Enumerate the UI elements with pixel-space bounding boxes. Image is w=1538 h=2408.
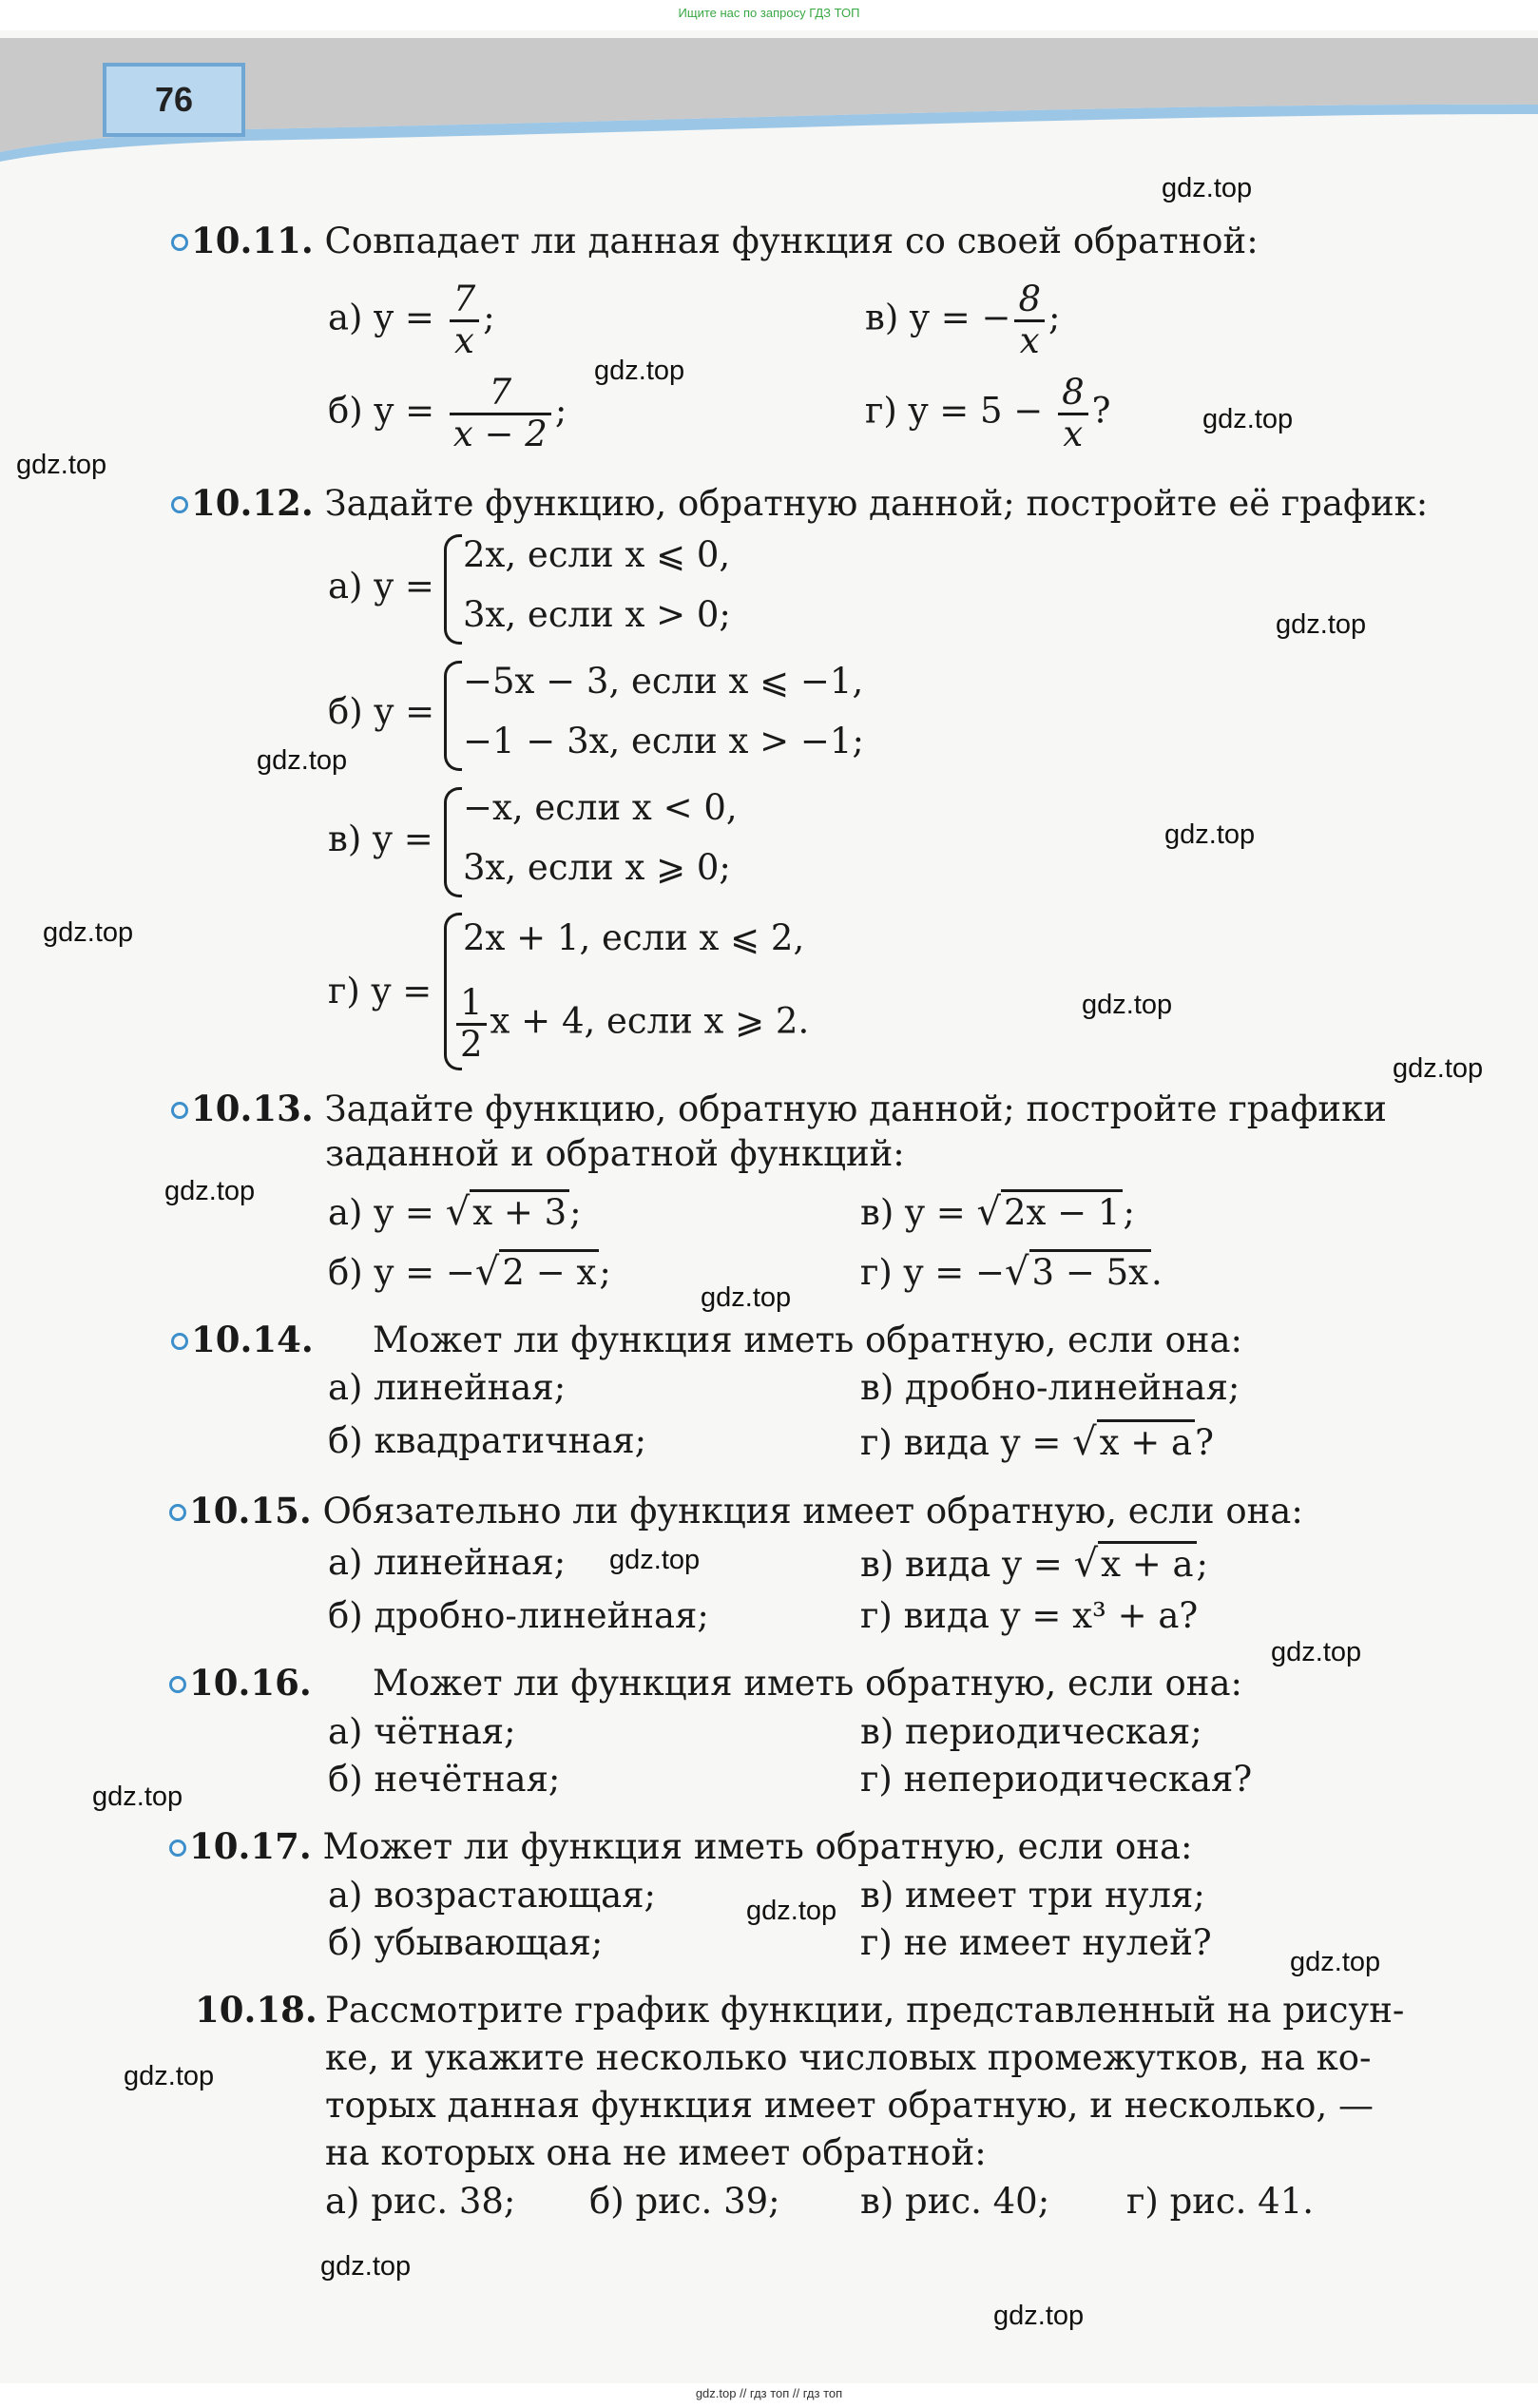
exercise-10-14-header: 10.14.	[171, 1322, 314, 1358]
page-number-badge	[103, 63, 245, 137]
exercise-10-14-d: г) вида y = √x + a?	[860, 1420, 1214, 1464]
exercise-10-16-header: 10.16.	[169, 1666, 312, 1701]
watermark: gdz.top	[594, 356, 685, 386]
exercise-10-12-a-label: а) y =	[328, 566, 434, 607]
exercise-10-15-header: 10.15. Обязательно ли функция имеет обратную, если она:	[169, 1493, 1303, 1529]
difficulty-circle-icon	[169, 1504, 186, 1521]
exercise-10-18-line-2: ке, и укажите несколько числовых промежутков, на ко-	[325, 2037, 1372, 2078]
exercise-10-12-a2: 3x, если x > 0;	[463, 594, 731, 635]
exercise-10-14-a: а) линейная;	[328, 1367, 567, 1408]
difficulty-circle-icon	[169, 1676, 186, 1693]
exercise-10-12-b-label: б) y =	[328, 691, 435, 732]
exercise-10-12-d1: 2x + 1, если x ⩽ 2,	[463, 917, 805, 958]
exercise-10-12-c-label: в) y =	[328, 819, 433, 859]
difficulty-circle-icon	[169, 1840, 186, 1857]
exercise-10-17-c: в) имеет три нуля;	[860, 1875, 1205, 1916]
watermark: gdz.top	[609, 1545, 701, 1575]
exercise-10-18-a: а) рис. 38;	[325, 2181, 516, 2222]
exercise-10-12-a1: 2x, если x ⩽ 0,	[463, 534, 731, 575]
exercise-10-18-line-4: на которых она не имеет обратной:	[325, 2132, 987, 2173]
watermark: gdz.top	[1164, 819, 1256, 850]
exercise-10-16-b: б) нечётная;	[328, 1759, 561, 1800]
exercise-10-18-line-1: Рассмотрите график функции, представленный на рисун-	[325, 1990, 1405, 2031]
watermark: gdz.top	[1290, 1947, 1381, 1977]
exercise-10-17-d: г) не имеет нулей?	[860, 1922, 1212, 1963]
exercise-10-15-d: г) вида y = x³ + a?	[860, 1595, 1199, 1636]
watermark: gdz.top	[43, 917, 134, 948]
watermark: gdz.top	[1393, 1053, 1484, 1084]
exercise-10-11-c: в) y = − $\frac{8}{x}$ ;	[865, 279, 1061, 361]
exercise-10-13-c: в) y = √2x − 1;	[860, 1190, 1135, 1234]
exercise-10-17-header: 10.17. Может ли функция иметь обратную, если она:	[169, 1829, 1193, 1864]
exercise-10-12-header: 10.12. Задайте функцию, обратную данной; постройте её график:	[171, 486, 1428, 521]
difficulty-circle-icon	[171, 496, 188, 513]
page-number: 76	[154, 80, 194, 119]
watermark: gdz.top	[746, 1896, 837, 1926]
watermark: gdz.top	[92, 1782, 183, 1812]
exercise-10-13-d: г) y = −√3 − 5x.	[860, 1250, 1163, 1294]
watermark: gdz.top	[124, 2061, 215, 2091]
exercise-10-16-d: г) непериодическая?	[860, 1759, 1253, 1800]
watermark: gdz.top	[993, 2301, 1085, 2331]
watermark: gdz.top	[701, 1282, 792, 1313]
exercise-10-11-d: г) y = 5 − $\frac{8}{x}$ ?	[865, 372, 1111, 454]
exercise-10-18-b: б) рис. 39;	[589, 2181, 780, 2222]
exercise-10-12-b2: −1 − 3x, если x > −1;	[463, 721, 864, 761]
watermark: gdz.top	[1202, 404, 1294, 434]
watermark: gdz.top	[16, 450, 107, 480]
footer-note: gdz.top // гдз топ // гдз топ	[695, 2386, 843, 2400]
exercise-10-12-d-label: г) y =	[328, 971, 433, 1011]
exercise-10-18-header: 10.18.	[195, 1989, 317, 2031]
exercise-10-13-header-cont: заданной и обратной функций:	[325, 1133, 905, 1174]
watermark: gdz.top	[1162, 173, 1253, 203]
exercise-10-18-line-3: торых данная функция имеет обратную, и несколько, —	[325, 2085, 1374, 2126]
exercise-10-16-c: в) периодическая;	[860, 1711, 1202, 1752]
exercise-10-11-a: а) y = $\frac{7}{x}$ ;	[328, 279, 495, 361]
exercise-10-11-b: б) y = $\frac{7}{x - 2}$ ;	[328, 372, 567, 454]
difficulty-circle-icon	[171, 1102, 188, 1119]
exercise-10-17-a: а) возрастающая;	[328, 1875, 657, 1916]
exercise-10-18-d: г) рис. 41.	[1126, 2181, 1315, 2222]
exercise-10-12-c2: 3x, если x ⩾ 0;	[463, 847, 731, 888]
exercise-10-12-d2: $\frac{1}{2}$ x + 4, если x ⩾ 2.	[456, 984, 809, 1064]
exercise-10-12-c1: −x, если x < 0,	[463, 787, 738, 828]
watermark: gdz.top	[1082, 990, 1173, 1020]
exercise-10-13-b: б) y = −√2 − x;	[328, 1250, 611, 1294]
exercise-10-17-b: б) убывающая;	[328, 1922, 604, 1963]
top-note: Ищите нас по запросу ГДЗ ТОП	[678, 6, 860, 20]
brace-icon	[444, 534, 462, 645]
exercise-10-13-a: а) y = √x + 3;	[328, 1190, 582, 1234]
exercise-10-15-a: а) линейная;	[328, 1542, 567, 1583]
watermark: gdz.top	[1271, 1637, 1362, 1667]
watermark: gdz.top	[1276, 609, 1367, 640]
exercise-10-18-c: в) рис. 40;	[860, 2181, 1050, 2222]
exercise-10-15-b: б) дробно-линейная;	[328, 1595, 709, 1636]
difficulty-circle-icon	[171, 1333, 188, 1350]
exercise-10-15-c: в) вида y = √x + a;	[860, 1542, 1208, 1586]
exercise-10-11-header: 10.11. Совпадает ли данная функция со своей обратной:	[171, 223, 1259, 259]
brace-icon	[444, 787, 462, 897]
difficulty-circle-icon	[171, 234, 188, 251]
watermark: gdz.top	[257, 745, 348, 776]
exercise-10-14-text: Может ли функция иметь обратную, если она:	[373, 1320, 1242, 1360]
exercise-10-14-b: б) квадратичная;	[328, 1420, 647, 1461]
exercise-10-14-c: в) дробно-линейная;	[860, 1367, 1240, 1408]
brace-icon	[444, 661, 462, 771]
exercise-10-12-b1: −5x − 3, если x ⩽ −1,	[463, 661, 864, 702]
watermark: gdz.top	[320, 2251, 412, 2282]
exercise-10-16-text: Может ли функция иметь обратную, если она:	[373, 1663, 1242, 1704]
exercise-10-13-header: 10.13. Задайте функцию, обратную данной; постройте графики	[171, 1091, 1387, 1127]
exercise-10-16-a: а) чётная;	[328, 1711, 516, 1752]
watermark: gdz.top	[164, 1176, 256, 1206]
